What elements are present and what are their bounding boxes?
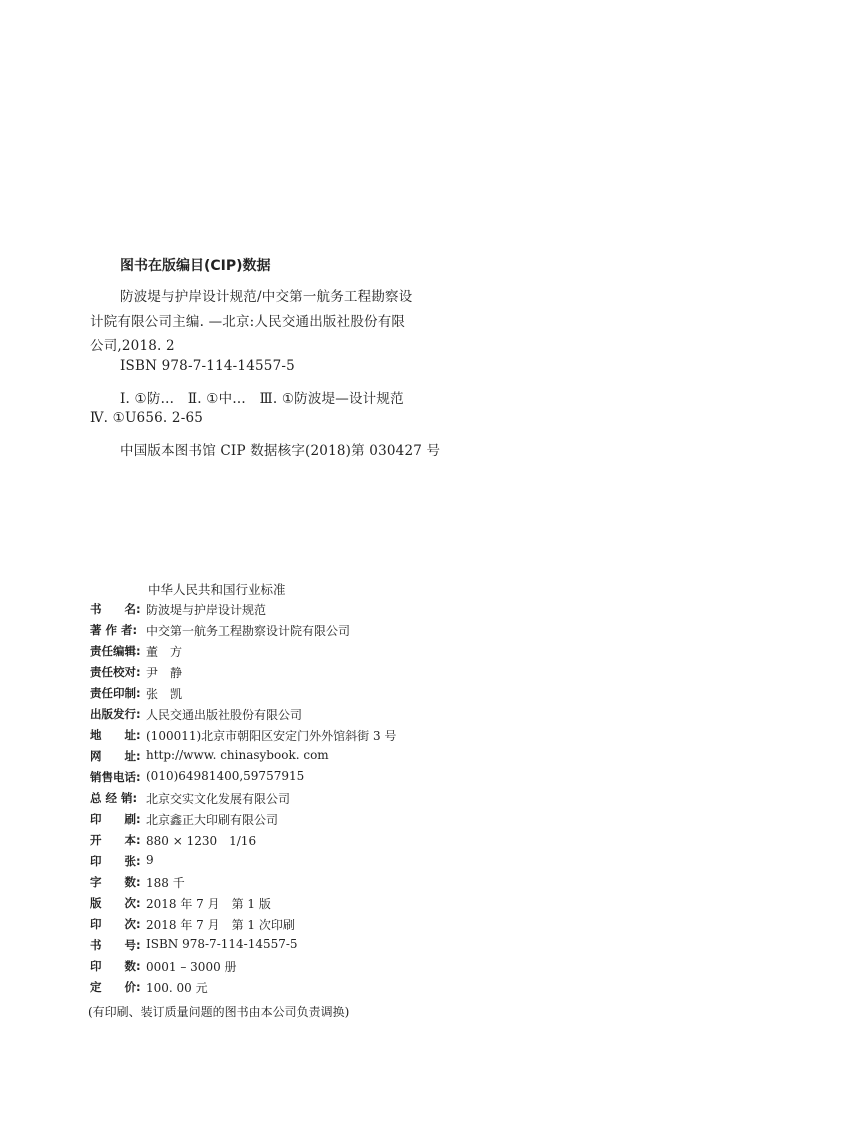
row-label: 字 数: bbox=[90, 875, 141, 889]
row-value: 中交第一航务工程勘察设计院有限公司 bbox=[146, 624, 351, 638]
row-value: 北京交实文化发展有限公司 bbox=[146, 792, 291, 806]
row-label: 网 址: bbox=[90, 749, 141, 763]
row-label: 书 名: bbox=[90, 602, 141, 616]
row-label: 开 本: bbox=[90, 833, 141, 847]
cip-classification: Ⅰ. ①防… Ⅱ. ①中… Ⅲ. ①防波堤—设计规范 bbox=[120, 391, 404, 407]
row-value: http://www. chinasybook. com bbox=[146, 748, 329, 762]
row-label: 总 经 销: bbox=[90, 791, 138, 805]
row-label: 印 刷: bbox=[90, 812, 141, 826]
row-label: 印 次: bbox=[90, 917, 141, 931]
row-label: 责任印制: bbox=[90, 686, 141, 700]
row-label: 书 号: bbox=[90, 938, 141, 952]
row-value: 人民交通出版社股份有限公司 bbox=[146, 708, 303, 722]
cip-classification-code: Ⅳ. ①U656. 2-65 bbox=[90, 410, 204, 426]
row-label: 定 价: bbox=[90, 980, 141, 994]
standard-title: 中华人民共和国行业标准 bbox=[148, 582, 286, 597]
row-value: 188 千 bbox=[146, 876, 185, 890]
cip-line: 公司,2018. 2 bbox=[90, 338, 175, 354]
row-value: (010)64981400,59757915 bbox=[146, 769, 305, 783]
row-value: 2018 年 7 月 第 1 次印刷 bbox=[146, 918, 295, 932]
row-label: 责任校对: bbox=[90, 665, 141, 679]
row-label: 销售电话: bbox=[90, 770, 141, 784]
row-value: 北京鑫正大印刷有限公司 bbox=[146, 813, 279, 827]
cip-isbn: ISBN 978-7-114-14557-5 bbox=[120, 358, 295, 374]
cip-number: 中国版本图书馆 CIP 数据核字(2018)第 030427 号 bbox=[120, 443, 441, 459]
row-label: 印 数: bbox=[90, 959, 141, 973]
row-label: 著 作 者: bbox=[90, 623, 138, 637]
cip-line: 防波堤与护岸设计规范/中交第一航务工程勘察设 bbox=[120, 289, 413, 305]
row-value: 董 方 bbox=[146, 645, 183, 659]
row-value: 9 bbox=[146, 853, 154, 867]
row-value: 0001 – 3000 册 bbox=[146, 960, 237, 974]
row-label: 出版发行: bbox=[90, 707, 141, 721]
row-value: 尹 静 bbox=[146, 666, 183, 680]
row-label: 印 张: bbox=[90, 854, 141, 868]
row-value: 张 凯 bbox=[146, 687, 183, 701]
row-value: 100. 00 元 bbox=[146, 981, 208, 995]
cip-title: 图书在版编目(CIP)数据 bbox=[120, 258, 271, 274]
cip-line: 计院有限公司主编. —北京:人民交通出版社股份有限 bbox=[90, 314, 406, 330]
row-label: 责任编辑: bbox=[90, 644, 141, 658]
row-label: 版 次: bbox=[90, 896, 141, 910]
quality-note: (有印刷、装订质量问题的图书由本公司负责调换) bbox=[88, 1005, 350, 1019]
row-value: 防波堤与护岸设计规范 bbox=[146, 603, 267, 617]
row-value: 880 × 1230 1/16 bbox=[146, 834, 257, 848]
row-label: 地 址: bbox=[90, 728, 141, 742]
row-value: ISBN 978-7-114-14557-5 bbox=[146, 937, 298, 951]
row-value: (100011)北京市朝阳区安定门外外馆斜街 3 号 bbox=[146, 729, 397, 743]
row-value: 2018 年 7 月 第 1 版 bbox=[146, 897, 271, 911]
